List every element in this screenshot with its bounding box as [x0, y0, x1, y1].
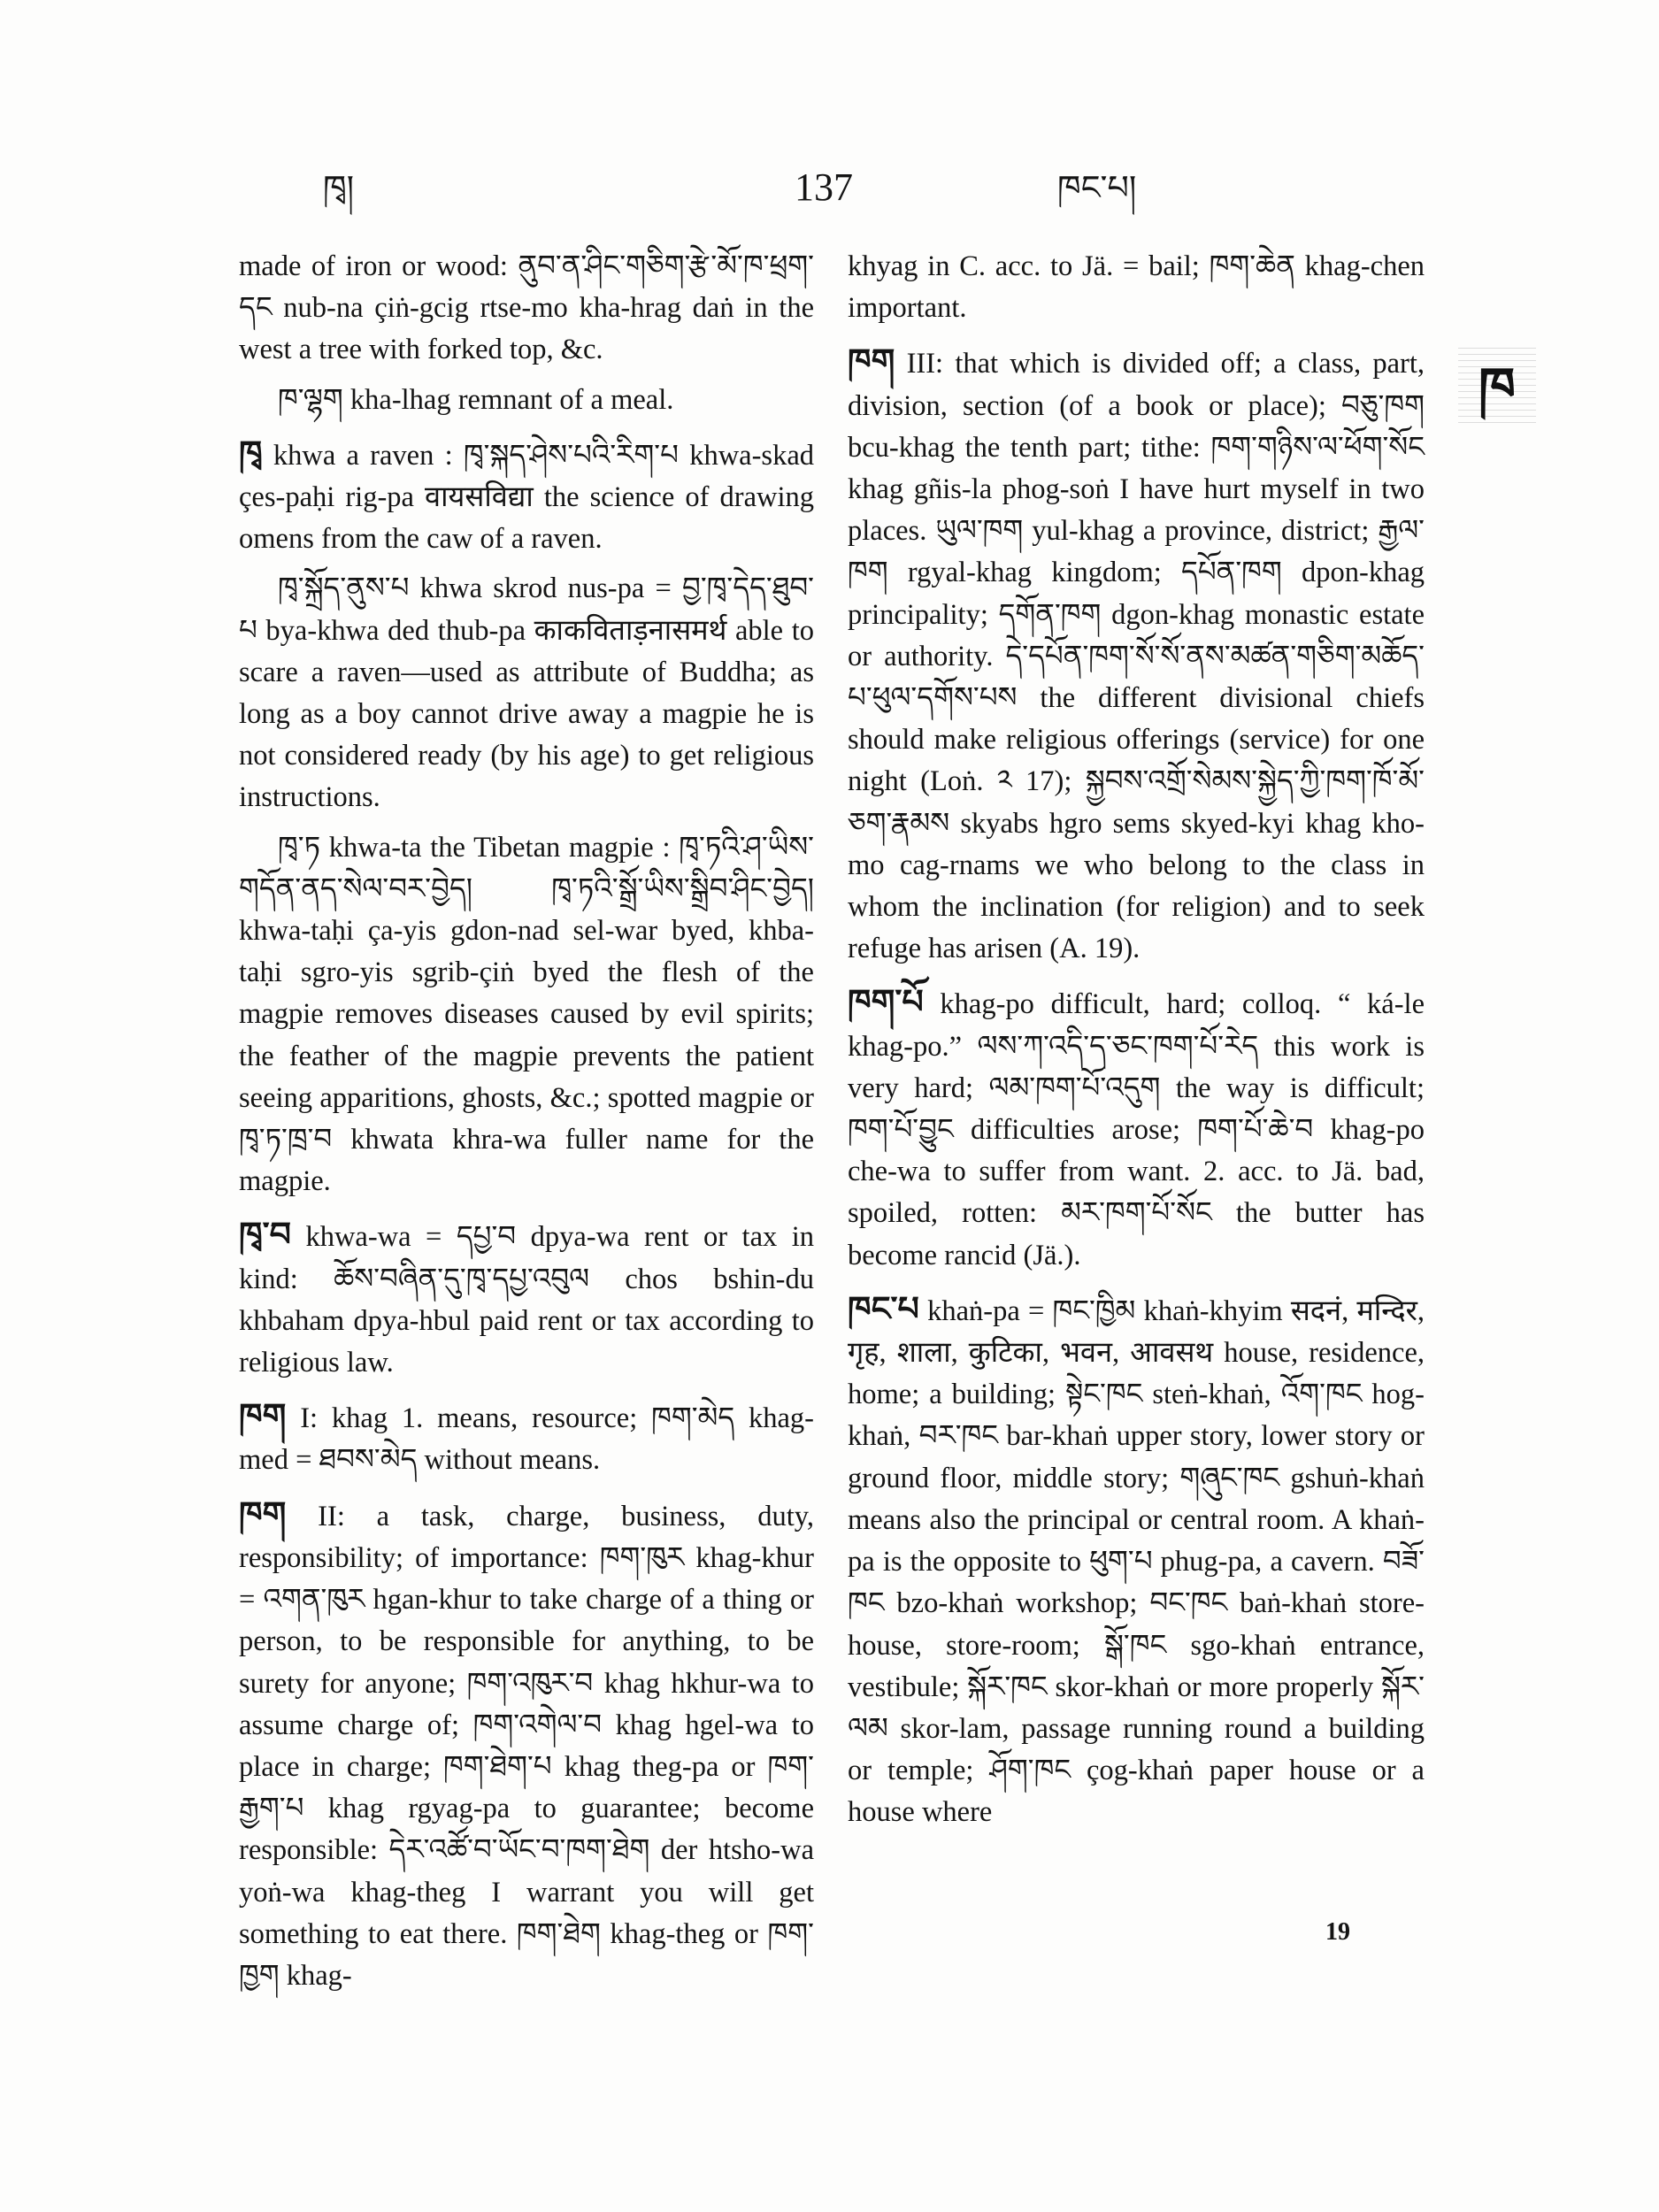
- entry-headword: ཁག་པོ: [848, 984, 924, 1022]
- dictionary-entry: [239, 434, 814, 561]
- running-header-right: ཁང་པ།: [1057, 168, 1137, 207]
- entry-text: made of iron or wood: ནུབ་ན་ཤིང་གཅིག་རྩེ་མོ་ཁ་ཕྲག་དང nub-na çiṅ-gcig rtse-mo kha-hrag daṅ in the west a tree with forked top, &c.: [239, 250, 814, 366]
- left-column: [239, 246, 814, 2005]
- entry-text: ཁ་ལྷག kha-lhag remnant of a meal.: [278, 383, 674, 416]
- dictionary-entry: [239, 827, 814, 1203]
- entry-text: khyag in C. acc. to Jä. = bail; ཁག་ཆེན khag-chen important.: [848, 250, 1425, 325]
- entry-text: khwa-wa = དཔྱ་བ dpya-wa rent or tax in kind: ཆོས་བཞིན་དུ་ཁྭ་དཔྱ་འབུལ chos bshin-du khbaham dpya-hbul paid rent or tax according to religious law.: [239, 1221, 815, 1379]
- dictionary-entry: [239, 380, 814, 421]
- dictionary-entry: [239, 568, 814, 818]
- entry-headword: ཁག: [239, 1398, 287, 1436]
- entry-text: khaṅ-pa = ཁང་ཁྱིམ khaṅ-khyim सदनं, मन्दिर, गृह, शाला, कुटिका, भवन, आवसथ house, residence, home; a building; སྟེང་ཁང steṅ-khaṅ, འོག་ཁང hog-khaṅ, བར་ཁང bar-khaṅ upper story, lower story or ground floor, middle story; གཞུང་ཁང gshuṅ-khaṅ means also the principal or central room. A khaṅ-pa is the opposite to ཕུག་པ phug-pa, a cavern. བཟོ་ཁང bzo-khaṅ workshop; བང་ཁང baṅ-khaṅ store-house, store-room; སྒོ་ཁང sgo-khaṅ entrance, vestibule; སྐོར་ཁང skor-khaṅ or more properly སྐོར་ལམ skor-lam, passage running round a building or temple; ཤོག་ཁང çog-khaṅ paper house or a house where: [848, 1294, 1425, 1829]
- entry-text: khwa a raven : ཁྭ་སྐད་ཤེས་པའི་རིག་པ khwa-skad çes-paḥi rig-pa वायसविद्या the science of drawing omens from the caw of a raven.: [239, 439, 814, 556]
- running-header-left: ཁྭ།: [323, 168, 355, 207]
- thumb-index-tab: ཁ: [1458, 347, 1536, 428]
- entry-text: II: a task, charge, business, duty, responsibility; of importance: ཁག་ཁུར khag-khur = འགན་ཁུར hgan-khur to take charge of a thing or person, to be responsible for anything, to be surety for anyone; ཁག་འཁུར་བ khag hkhur-wa to assume charge of; ཁག་འགེལ་བ khag hgel-wa to place in charge; ཁག་ཐེག་པ khag theg-pa or ཁག་རྒྱག་པ khag rgyag-pa to guarantee; become responsible: དེར་འཚོ་བ་ཡོང་བ་ཁག་ཐེག der htsho-wa yoṅ-wa khag-theg I warrant you will get something to eat there. ཁག་ཐེག khag-theg or ཁག་ཁྱག khag-: [239, 1500, 815, 1992]
- entry-headword: ཁྭ: [239, 434, 263, 472]
- dictionary-entry: [239, 1215, 814, 1384]
- dictionary-entry: [848, 342, 1425, 970]
- dictionary-entry: [239, 1494, 814, 1997]
- entry-text: ཁྭ་སྐྲོད་ནུས་པ khwa skrod nus-pa = བྱ་ཁྭ་དེད་ཐུབ་པ bya-khwa ded thub-pa काकविताड़नासमर्थ able to scare a raven—used as attribute of Buddha; as long as a boy cannot drive away a magpie he is not considered ready (by his age) to get religious instructions.: [239, 572, 814, 814]
- entry-text: ཁྭ་ཏ khwa-ta the Tibetan magpie : ཁྭ་ཏའི་ཤ་ཡིས་གདོན་ནད་སེལ་བར་བྱེད། ཁྭ་ཏའི་སྒྲོ་ཡིས་སྒྲིབ་ཤིང་བྱེད། khwa-taḥi ça-yis gdon-nad sel-war byed, khba-taḥi sgro-yis sgrib-çiṅ byed the flesh of the magpie removes diseases caused by evil spirits; the feather of the magpie prevents the patient seeing apparitions, ghosts, &c.; spotted magpie or ཁྭ་ཏ་ཁྲ་བ khwata khra-wa fuller name for the magpie.: [239, 831, 814, 1198]
- entry-headword: ཁག: [239, 1495, 287, 1533]
- page-number: 137: [795, 165, 853, 209]
- dictionary-entry: [848, 982, 1425, 1276]
- entry-text: III: that which is divided off; a class, part, division, section (of a book or place); བཅུ་ཁག bcu-khag the tenth part; tithe: ཁག་གཉིས་ལ་ཕོག་སོང khag gñis-la phog-soṅ I have hurt myself in two places. ཡུལ་ཁག yul-khag a province, district; རྒྱལ་ཁག rgyal-khag kingdom; དཔོན་ཁག dpon-khag principality; དགོན་ཁག dgon-khag monastic estate or authority. དེ་དཔོན་ཁག་སོ་སོ་ནས་མཚན་གཅིག་མཆོད་པ་ཕུལ་དགོས་པས the different divisional chiefs should make religious offerings (service) for one night (Loṅ. ༢ 17); སྐྱབས་འགྲོ་སེམས་སྐྱེད་ཀྱི་ཁག་ཁོ་མོ་ཅག་རྣམས skyabs hgro sems skyed-kyi khag kho-mo cag-rnams we who belong to the class in whom the inclination (for religion) and to seek refuge has arisen (A. 19).: [848, 348, 1425, 965]
- entry-text: khag-po difficult, hard; colloq. “ ká-le khag-po.” ལས་ཀ་འདི་ད་ཅང་ཁག་པོ་རེད this work is very hard; ལམ་ཁག་པོ་འདུག the way is difficult; ཁག་པོ་བྱུང difficulties arose; ཁག་པོ་ཆེ་བ khag-po che-wa to suffer from want. 2. acc. to Jä. bad, spoiled, rotten: མར་ཁག་པོ་སོང the butter has become rancid (Jä.).: [848, 988, 1425, 1271]
- entry-headword: ཁྭ་བ: [239, 1217, 291, 1255]
- dictionary-entry: [848, 1289, 1425, 1834]
- dictionary-entry: [848, 246, 1425, 329]
- entry-text: I: khag 1. means, resource; ཁག་མེད khag-med = ཐབས་མེད without means.: [239, 1402, 814, 1477]
- dictionary-entry: [239, 1396, 814, 1481]
- entry-headword: ཁང་པ: [848, 1290, 919, 1328]
- dictionary-entry: [239, 246, 814, 372]
- signature-mark: 19: [1325, 1918, 1350, 1946]
- right-column: [848, 246, 1425, 1842]
- entry-headword: ཁག: [848, 343, 895, 381]
